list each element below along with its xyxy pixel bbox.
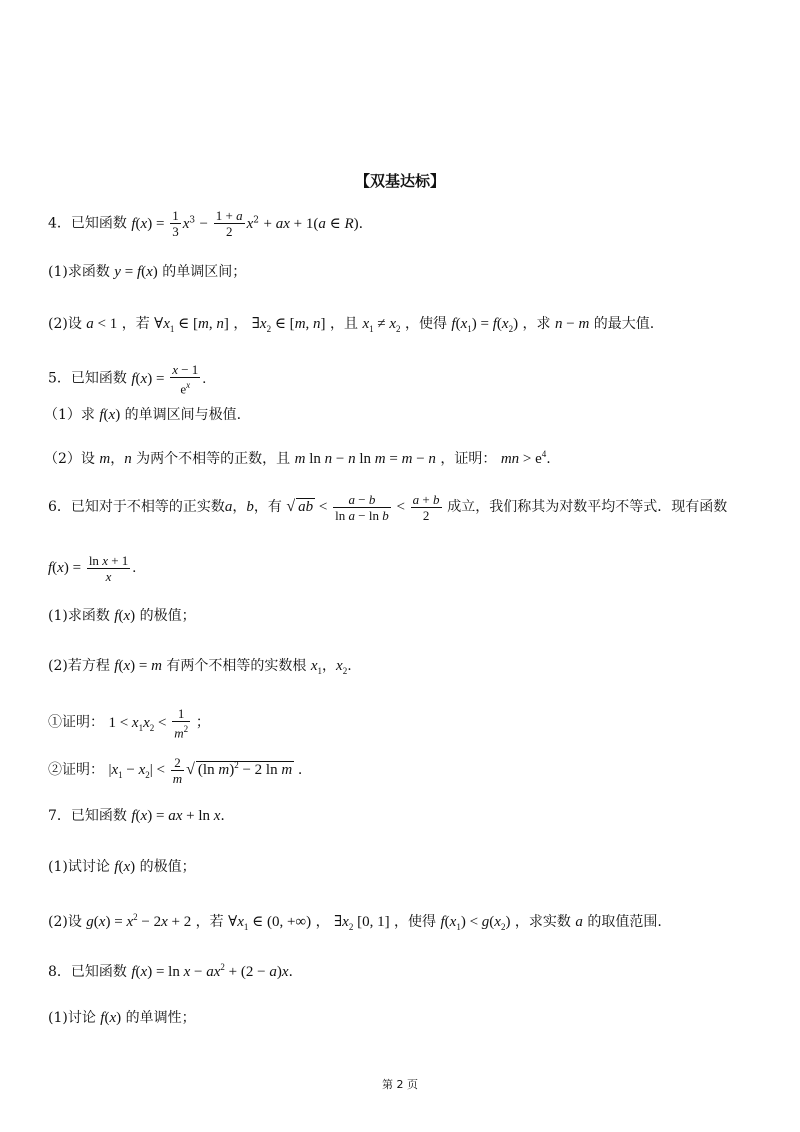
problem-7-q2-text-a: (2)设 — [48, 914, 82, 930]
problem-8-q1-prefix: (1)讨论 — [48, 1010, 96, 1026]
problem-4-q2-text-g: 的最大值. — [593, 316, 655, 332]
problem-7-q2 — [48, 907, 662, 937]
problem-6-sub2-prefix: ②证明： — [48, 762, 104, 778]
section-title: 【双基达标】 — [354, 172, 445, 190]
problem-5-q1 — [44, 405, 241, 425]
problem-6-comma: ， — [232, 498, 247, 515]
problem-4-q2-cond5: $f(x_1) = f(x_2)$ — [451, 316, 519, 334]
problem-6-q1 — [48, 606, 196, 626]
problem-4-q2 — [48, 314, 654, 339]
problem-8-formula: $f(x) = \ln x - ax^2 + (2 - a)x$ — [131, 962, 289, 980]
problem-7-statement: 7．已知函数 f(x) = ax + ln x. — [48, 808, 225, 824]
problem-5-statement — [48, 362, 206, 396]
problem-8-q1 — [48, 1008, 196, 1028]
problem-6-sub2-expr: $|x_1 - x_2|$ < $\frac{2}{m}$ √ (ln m)$^2$ − 2 ln m — [108, 755, 293, 787]
problem-8-q1-func: f(x) — [100, 1010, 122, 1026]
problem-6-sub2 — [48, 755, 302, 786]
problem-7-q1-suffix: 的极值； — [139, 859, 196, 875]
problem-5-formula: f(x) = $\frac{x - 1}{e^x}$ . — [131, 362, 207, 397]
problem-6-formula — [48, 553, 136, 584]
problem-4-formula: f(x) = $\frac{1}{3}$ $x^3$ − $\frac{1 + a}{2}$ $x^2$ + ax + 1(a ∈ R). — [131, 208, 364, 239]
problem-6-sub1-end: ； — [195, 714, 210, 731]
page-number: 第 2 页 — [382, 1078, 418, 1091]
problem-7-intro: 7．已知函数 — [48, 808, 127, 824]
problem-6-q1-suffix: 的极值； — [139, 608, 196, 624]
problem-6-q1-func: f(x) — [114, 608, 136, 624]
problem-7-q2-text-f: 的取值范围. — [587, 914, 662, 930]
problem-6-q2-text-a: (2)若方程 — [48, 658, 110, 674]
problem-7-q2-text-b: ，若 — [195, 914, 224, 930]
problem-6-sub1-prefix: ①证明： — [48, 714, 104, 731]
problem-4-q2-text-f: ，求 — [522, 316, 551, 332]
problem-7-q2-g: $g(x) = x^2 - 2x + 2$ — [86, 912, 192, 930]
problem-5-q2-cond: m ln n − n ln m = m − n — [294, 451, 436, 467]
problem-4-q1-prefix: (1)求函数 — [48, 264, 110, 280]
problem-4-q2-cond6: n − m — [554, 316, 590, 332]
problem-5-q2-end: . — [546, 451, 551, 467]
problem-5-q2 — [44, 444, 551, 469]
problem-4-q2-text-a: (2)设 — [48, 316, 82, 332]
problem-6-text-c: 成立，我们称其为对数平均不等式．现有函数 — [447, 498, 728, 515]
problem-6-var-b: b — [246, 498, 254, 515]
problem-4-q2-cond2: $\forall x_1$ ∈ [m, n] — [154, 316, 229, 334]
problem-5-q1-func: f(x) — [99, 407, 121, 423]
problem-5-intro: 5．已知函数 — [48, 370, 127, 387]
problem-6-text-b: ，有 — [253, 498, 282, 515]
problem-7-q1-func: f(x) — [114, 859, 136, 875]
problem-4-q2-text-e: ，使得 — [404, 316, 447, 332]
problem-4-intro: 4．已知函数 — [48, 215, 127, 232]
problem-6-sub2-end: . — [297, 762, 303, 778]
problem-6-sub1-expr: $1 < x_1x_2$ < $\frac{1}{m^2}$ — [108, 706, 189, 741]
problem-7-q2-cond3: $f(x_1) < g(x_2)$ — [440, 914, 511, 932]
problem-4-q2-text-b: ，若 — [121, 316, 150, 332]
problem-6-q1-prefix: (1)求函数 — [48, 608, 110, 624]
problem-7-q2-var-a: a — [575, 914, 583, 930]
problem-6-statement — [48, 492, 727, 523]
problem-4-q2-cond4: $x_1 \ne x_2$ — [362, 316, 401, 334]
problem-5-q2-text-c: ，证明： — [440, 451, 497, 467]
problem-7-q2-cond2: $\exists x_2$ [0, 1] — [334, 914, 390, 932]
problem-6-q2 — [48, 656, 352, 681]
problem-8-q1-suffix: 的单调性； — [125, 1010, 196, 1026]
problem-4-q2-cond3: $\exists x_2$ ∈ [m, n] — [251, 316, 326, 334]
problem-5-q1-prefix: （1）求 — [44, 407, 95, 423]
problem-5-q2-text-a: （2）设 — [44, 451, 95, 467]
problem-7-q1-prefix: (1)试讨论 — [48, 859, 110, 875]
problem-7-formula: f(x) = ax + ln x — [131, 808, 221, 824]
problem-7-q2-text-d: ，使得 — [394, 914, 437, 930]
problem-7-q2-text-e: ，求实数 — [514, 914, 571, 930]
problem-6-q2-end: . — [347, 658, 352, 674]
problem-6-var-a: a — [224, 498, 233, 515]
problem-6-q2-x2: $x_2$ — [336, 658, 348, 676]
problem-5-q2-sep: ， — [110, 451, 125, 467]
problem-6-formula-expr: f(x) = $\frac{\text{ln x + 1}}{x}$ . — [48, 553, 137, 584]
problem-7-q2-text-c: ， — [315, 914, 330, 930]
problem-6-inequality: √ ab < $\frac{a - b}{\text{ln a − ln b}}$ < $\frac{a + b}{2}$ — [286, 492, 440, 523]
problem-6-q2-text-b: 有两个不相等的实数根 — [166, 658, 307, 674]
problem-5-q2-text-b: 为两个不相等的正数，且 — [136, 451, 291, 467]
problem-6-q2-eq: f(x) = m — [114, 658, 162, 674]
problem-4-statement — [48, 208, 363, 239]
problem-4-q2-cond1: a < 1 — [86, 316, 118, 332]
problem-4-q1-func: y = f(x) — [114, 264, 158, 280]
problem-7-q1 — [48, 857, 196, 877]
problem-6-q2-x1: $x_1$ — [310, 658, 323, 676]
problem-5-q1-suffix: 的单调区间与极值. — [124, 407, 242, 423]
problem-7-q2-cond1: $\forall x_1$ ∈ (0, +∞) — [228, 914, 312, 932]
problem-8-intro: 8．已知函数 — [48, 964, 127, 980]
problem-6-sub1 — [48, 706, 210, 740]
problem-6-q2-sep: ， — [322, 658, 337, 674]
problem-4-q1 — [48, 262, 246, 282]
problem-5-q2-var-m: m — [99, 451, 111, 467]
problem-5-q2-var-n: n — [124, 451, 132, 467]
problem-4-q2-text-d: ，且 — [329, 316, 358, 332]
problem-4-q1-suffix: 的单调区间； — [162, 264, 247, 280]
problem-6-text-a: 6．已知对于不相等的正实数 — [48, 498, 225, 515]
problem-8-statement: 8．已知函数 $f(x) = \ln x - ax^2 + (2 - a)x$. — [48, 962, 293, 980]
problem-4-q2-text-c: ， — [233, 316, 248, 332]
problem-5-q2-goal: mn > $e^4$ — [500, 449, 547, 467]
